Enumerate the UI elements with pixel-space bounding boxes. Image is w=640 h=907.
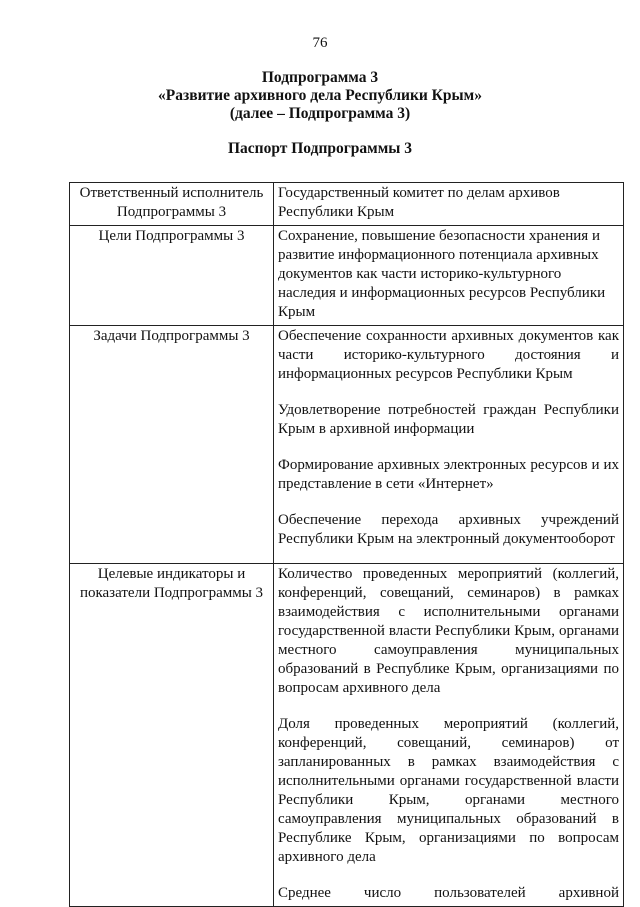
- indicator-item: Среднее число пользователей архивной: [278, 885, 619, 901]
- row-label: Цели Подпрограммы 3: [70, 226, 274, 326]
- row-value: [274, 326, 624, 564]
- subprogram-alias: (далее – Подпрограмма 3): [229, 105, 411, 122]
- task-item: Обеспечение перехода архивных учреждений Республики Крым на электронный документооборот: [278, 512, 619, 547]
- goals-text: Сохранение, повышение безопасности хранения и развитие информационного потенциала архивных документов как части историко-культурного наследия и информационных ресурсов Республики Крым: [278, 228, 606, 320]
- passport-table: [69, 182, 624, 907]
- subprogram-title: Подпрограмма 3: [261, 69, 379, 86]
- executor-text: Государственный комитет по делам архивов Республики Крым: [278, 185, 560, 220]
- row-label: Задачи Подпрограммы 3: [70, 326, 274, 564]
- subprogram-name: «Развитие архивного дела Республики Крым»: [158, 87, 482, 104]
- task-item: Формирование архивных электронных ресурсов и их представление в сети «Интернет»: [278, 457, 619, 492]
- task-item: Удовлетворение потребностей граждан Республики Крым в архивной информации: [278, 402, 619, 437]
- table-row-executor: [70, 183, 624, 226]
- task-item: Обеспечение сохранности архивных документов как части историко-культурного достояния и информационных ресурсов Республики Крым: [278, 328, 619, 382]
- table-row-indicators: [70, 564, 624, 907]
- page-number: 76: [312, 35, 328, 51]
- row-value: [274, 183, 624, 226]
- table-row-goals: [70, 226, 624, 326]
- row-value: [274, 564, 624, 907]
- row-value: [274, 226, 624, 326]
- row-label: Целевые индикаторы и показатели Подпрограммы 3: [70, 564, 274, 907]
- row-label: Ответственный исполнитель Подпрограммы 3: [70, 183, 274, 226]
- passport-title: Паспорт Подпрограммы 3: [227, 140, 413, 157]
- table-row-tasks: [70, 326, 624, 564]
- indicator-item: Доля проведенных мероприятий (коллегий, конференций, совещаний, семинаров) от запланированных в рамках взаимодействия с исполнительными органами государственной власти Республики Крым, органами местного самоуправления муниципальных образований в Республике Крым, организациями по вопросам архивного дела: [278, 716, 619, 865]
- indicator-item: Количество проведенных мероприятий (коллегий, конференций, совещаний, семинаров) в рамках взаимодействия с исполнительными органами государственной власти Республики Крым, органами местного самоуправления муниципальных образований в Республике Крым, организациями по вопросам архивного дела: [278, 566, 619, 696]
